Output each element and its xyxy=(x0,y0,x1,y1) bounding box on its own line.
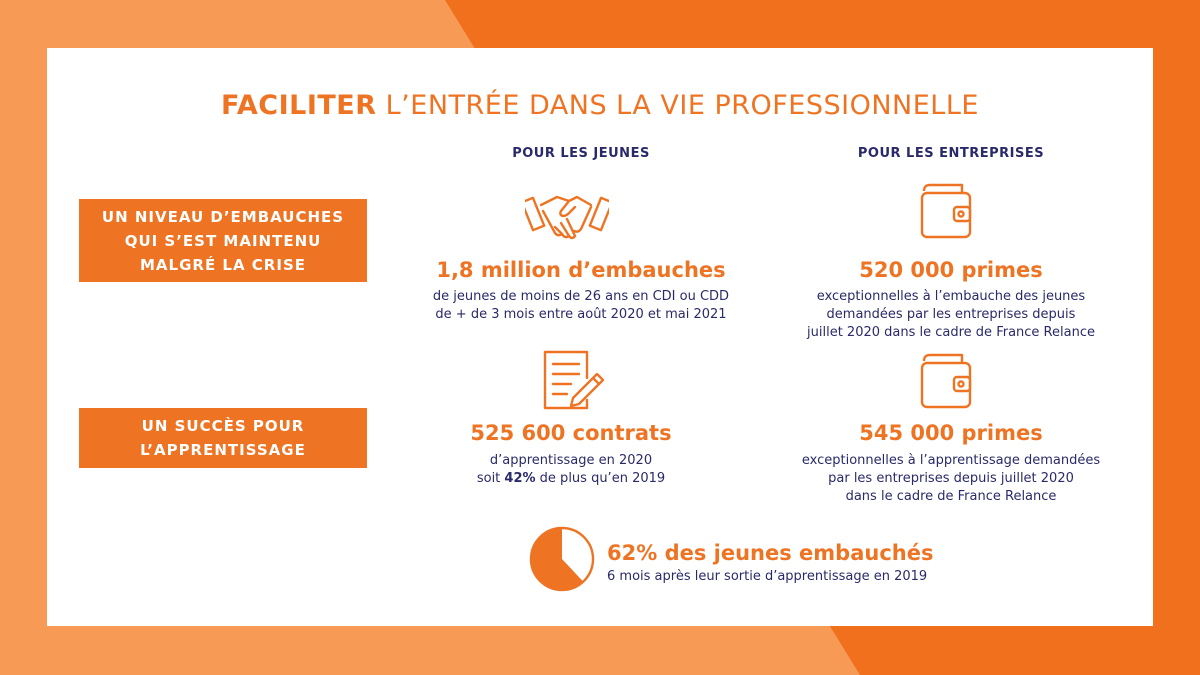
desc-apprenticeship-youth xyxy=(391,452,751,488)
desc-line xyxy=(391,470,751,488)
title-rest: L’ENTRÉE DANS LA VIE PROFESSIONNELLE xyxy=(385,90,979,121)
desc-bottom: 6 mois après leur sortie d’apprentissage en 2019 xyxy=(607,569,928,584)
row-label-line: UN NIVEAU D’EMBAUCHES xyxy=(101,207,345,226)
row-label-line: L’APPRENTISSAGE xyxy=(140,441,306,459)
row-label-apprenticeship xyxy=(79,408,367,468)
wallet-icon xyxy=(920,353,974,409)
desc-text: de plus qu’en 2019 xyxy=(535,471,666,486)
column-header-youth: POUR LES JEUNES xyxy=(512,146,650,161)
infographic-card xyxy=(47,48,1153,626)
stat-apprenticeship-business: 545 000 primes xyxy=(859,421,1043,445)
desc-line: juillet 2020 dans le cadre de France Relance xyxy=(807,325,1095,340)
desc-hiring-business xyxy=(771,288,1131,342)
wallet-icon xyxy=(920,183,974,239)
handshake-icon xyxy=(525,183,609,249)
page-title xyxy=(47,90,1153,121)
contract-icon xyxy=(541,348,605,412)
desc-highlight: 42% xyxy=(504,471,536,486)
desc-line: exceptionnelles à l’apprentissage demandées xyxy=(801,453,1101,468)
stat-apprenticeship-youth: 525 600 contrats xyxy=(470,421,672,445)
desc-line: demandées par les entreprises depuis xyxy=(826,307,1076,322)
desc-hiring-youth xyxy=(401,288,761,324)
desc-line: exceptionnelles à l’embauche des jeunes xyxy=(816,289,1086,304)
desc-line: d’apprentissage en 2020 xyxy=(489,453,653,468)
stat-hiring-business: 520 000 primes xyxy=(859,258,1043,282)
desc-line: par les entreprises depuis juillet 2020 xyxy=(828,471,1074,486)
desc-line: de + de 3 mois entre août 2020 et mai 2021 xyxy=(435,307,727,322)
title-bold: FACILITER xyxy=(221,90,377,121)
row-label-line: UN SUCCÈS POUR xyxy=(141,417,305,435)
stat-bottom: 62% des jeunes embauchés xyxy=(607,541,934,565)
row-label-line: QUI S’EST MAINTENU xyxy=(124,231,322,250)
stat-hiring-youth: 1,8 million d’embauches xyxy=(436,258,726,282)
row-label-hiring xyxy=(79,199,367,282)
desc-line: dans le cadre de France Relance xyxy=(845,489,1057,504)
desc-line: de jeunes de moins de 26 ans en CDI ou CDD xyxy=(432,289,730,304)
desc-apprenticeship-business xyxy=(761,452,1141,506)
column-header-business: POUR LES ENTREPRISES xyxy=(857,146,1045,161)
desc-text: soit xyxy=(476,471,505,486)
pie-icon xyxy=(529,526,595,592)
row-label-line: MALGRÉ LA CRISE xyxy=(139,255,306,274)
